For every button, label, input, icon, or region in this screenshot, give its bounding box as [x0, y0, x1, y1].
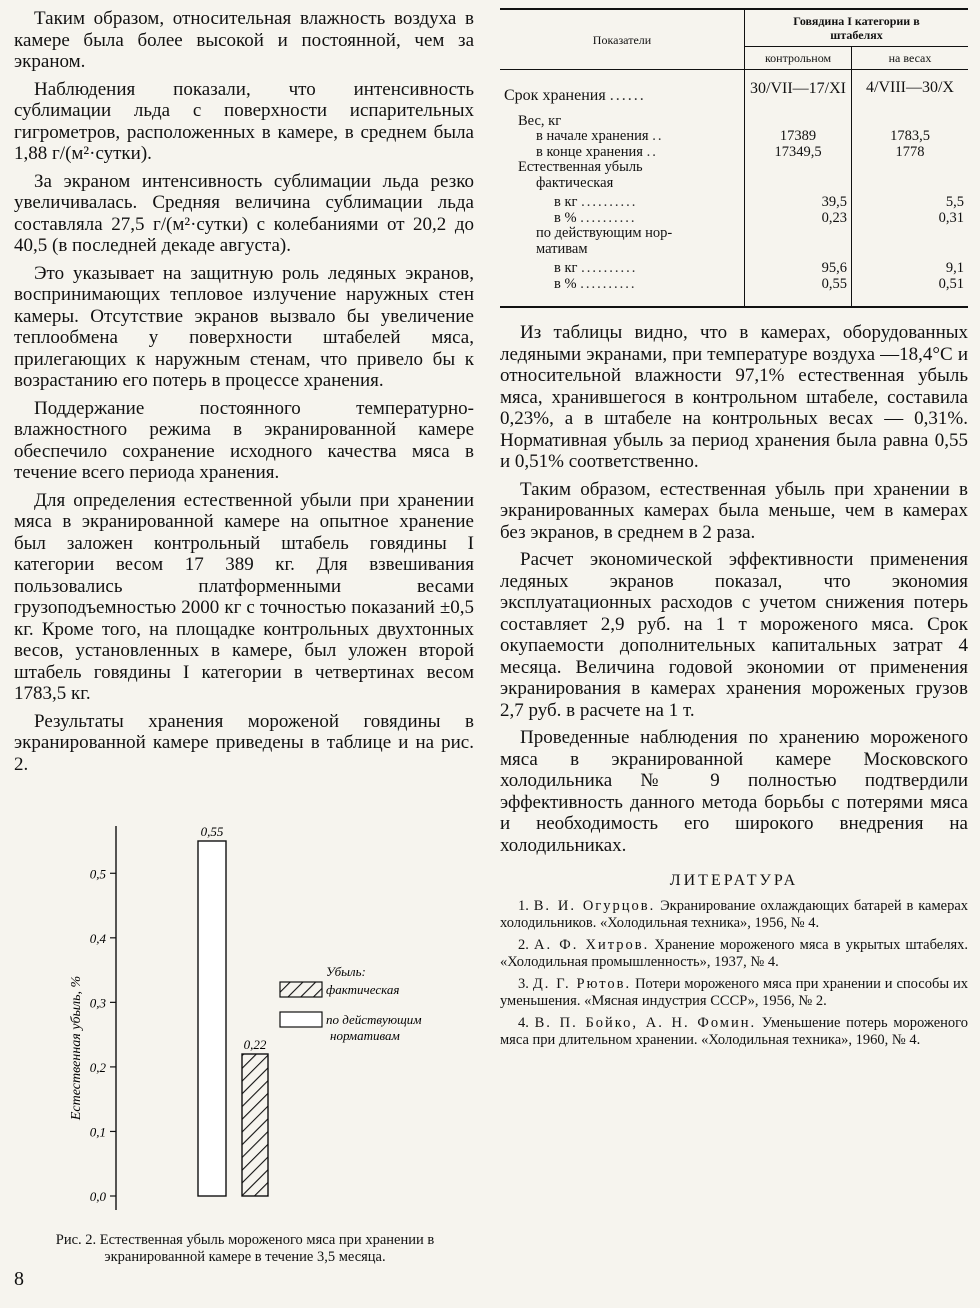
- ref-text: Хранение мороженого мяса в укрытых штабелях. «Холодильная промышленность», 1937, № 4.: [500, 937, 969, 970]
- ref-number: 3.: [518, 976, 529, 992]
- cell-scales: [852, 160, 969, 176]
- paragraph: Таким образом, относительная влажность воздуха в камере была более высокой и постоянной, чем за экраном.: [14, 8, 474, 72]
- row-label-text: в начале хранения: [536, 128, 649, 144]
- paragraph: Расчет экономической эффективности применения ледяных экранов показал, что экономия эксплуатационных расходов с учетом снижения потерь составляет 2,9 руб. на 1 т мороженого мяса. Срок окупаемости дополнительных капитальных затрат 4 месяца. Величина годовой экономии от применения экранирования в камерах хранения мороженых грузов 2,7 руб. в расчете на 1 т.: [500, 549, 968, 721]
- row-label-text: в кг: [554, 194, 578, 210]
- table-row: [500, 191, 968, 211]
- row-label-text: в конце хранения: [536, 143, 643, 160]
- cell-scales: [852, 176, 969, 192]
- cell-control: [745, 226, 852, 242]
- row-label: по действующим нор-: [536, 225, 673, 241]
- y-tick-label: 0,2: [89, 1059, 106, 1075]
- table-row: [500, 242, 968, 258]
- cell-scales: 1783,5: [852, 129, 969, 145]
- storage-table: [500, 8, 968, 308]
- cell-scales: 1778: [852, 145, 969, 161]
- paragraph: Это указывает на защитную роль ледяных экранов, воспринимающих тепловое излучение наружных стен камеры. Отсутствие экранов вызвало бы увеличение теплообмена у поверхности штабелей мяса, прилегающих к наружным стенам, что привело бы к возрастанию его потерь в процессе хранения.: [14, 262, 474, 391]
- header-indicators: Показатели: [500, 9, 745, 70]
- cell-control: [745, 104, 852, 130]
- row-label: в конце хранения ..: [536, 143, 658, 160]
- literature-heading: ЛИТЕРАТУРА: [669, 872, 799, 889]
- paragraph: Таким образом, естественная убыль при хранении в экранированных камерах была меньше, чем в камерах без экранов, в среднем в 2 раза.: [500, 478, 968, 543]
- cell-control: 0,23: [745, 211, 852, 227]
- y-tick-label: 0,5: [89, 866, 106, 882]
- row-label: фактическая: [536, 174, 614, 191]
- cell-control: [745, 160, 852, 176]
- paragraph: Результаты хранения мороженой говядины в экранированной камере приведены в таблице и на рис. 2.: [14, 710, 474, 775]
- ref-number: 2.: [518, 937, 529, 953]
- ref-text: Экранирование охлаждающих батарей в камерах холодильников. «Холодильная техника», 1956, № 4.: [500, 898, 969, 931]
- ref-author: В. П. Бойко, А. Н. Фомин.: [534, 1015, 757, 1031]
- ref-text: Потери мороженого мяса при хранении и способы их уменьшения. «Мясная индустрия СССР», 1956, № 2.: [500, 976, 969, 1009]
- table-row: [500, 145, 968, 161]
- y-tick-label: 0,0: [89, 1189, 106, 1204]
- row-label: в % ..........: [554, 275, 637, 292]
- row-label: мативам: [536, 240, 588, 257]
- paragraph: Наблюдения показали, что интенсивность сублимации льда с поверхности испарительных гигрометров, расположенных в камере, в среднем была 1,88 г/(м²·сутки).: [14, 78, 474, 164]
- ref-number: 4.: [518, 1015, 529, 1031]
- paragraph: Поддержание постоянного температурно-влажностного режима в экранированной камере обеспечило сохранение исходного качества мяса в течение всего периода хранения.: [14, 397, 474, 483]
- cell-scales: [852, 104, 969, 130]
- table-row: [500, 226, 968, 242]
- cell-control: [745, 70, 852, 104]
- y-tick-label: 0,4: [89, 930, 106, 946]
- table-row: [500, 176, 968, 192]
- spacer: [500, 308, 968, 322]
- bar-value-label: 0,55: [200, 824, 224, 839]
- legend-label-norm: [326, 1012, 425, 1043]
- table-row: [500, 211, 968, 227]
- table-row: [500, 70, 968, 104]
- cell-scales: [852, 242, 969, 258]
- bar-value-label: 0,22: [243, 1037, 267, 1052]
- cell-control: 39,5: [745, 191, 852, 211]
- cell-scales: 5,5: [852, 191, 969, 211]
- header-group: [745, 9, 969, 47]
- legend-label-norm-line: по действующим: [326, 1012, 422, 1027]
- figure-caption: Рис. 2. Естественная убыль мороженого мяса при хранении в экранированной камере в течение 3,5 месяца.: [55, 1232, 435, 1265]
- ref-text: Уменьшение потерь мороженого мяса при длительном хранении. «Холодильная техника», 1960, № 4.: [500, 1015, 968, 1048]
- paragraph: Из таблицы видно, что в камерах, оборудованных ледяными экранами, при температуре воздуха —18,4°С и относительной влажности 97,1% естественная убыль мяса, хранившегося в контрольном штабеле, составила 0,23%, а в штабеле на контрольных весах — 0,31%. Нормативная убыль за период хранения была равна 0,55 и 0,51% соответственно.: [500, 322, 968, 472]
- y-tick-label: 0,3: [89, 995, 106, 1011]
- bars: [198, 824, 268, 1196]
- cell-scales: 0,51: [852, 277, 969, 308]
- figure-2: [40, 786, 460, 1226]
- reference-item: [500, 976, 968, 1009]
- paragraph: Проведенные наблюдения по хранению мороженого мяса в экранированной камере Московского холодильника № 9 полностью подтвердили эффективность данного метода борьбы с потерями мяса и необходимость его широкого внедрения на холодильниках.: [500, 727, 968, 856]
- row-label-text: Срок хранения: [504, 87, 606, 104]
- ref-author: А. Ф. Хитров.: [534, 937, 650, 953]
- header-group-text: Говядина I категории в штабелях: [793, 14, 920, 42]
- row-label: в кг ..........: [554, 194, 638, 210]
- cell-scales: 0,31: [852, 211, 969, 227]
- row-label: Срок хранения ......: [504, 87, 646, 104]
- cell-scales: 4/VIII—30/X: [852, 70, 969, 104]
- table-row: [500, 104, 968, 130]
- row-label-text: в %: [554, 209, 577, 226]
- y-tick-label: 0,1: [89, 1124, 106, 1140]
- cell-control: [745, 176, 852, 192]
- cell-control: 95,6: [745, 257, 852, 277]
- bar: [198, 841, 226, 1196]
- table-row: [500, 160, 968, 176]
- row-label: в кг ..........: [554, 260, 638, 276]
- table-row: [500, 129, 968, 145]
- right-column: [500, 8, 968, 1054]
- reference-item: [500, 1015, 968, 1048]
- cell-control: 17389: [745, 129, 852, 145]
- legend-title: Убыль:: [326, 964, 366, 979]
- reference-item: [500, 937, 968, 970]
- paragraph: Для определения естественной убыли при хранении мяса в экранированной камере на опытное хранение был заложен контрольный штабель говядины I категории весом 17 389 кг. Для взвешивания пользовались платформенными весами грузоподъемностью 2000 кг с точностью показаний ±0,5 кг. Кроме того, на площадке контрольных двухтонных весов, установленных в камере, был уложен второй штабель говядины I категории в четвертинах весом 1783,5 кг.: [14, 489, 474, 704]
- legend: [280, 964, 425, 1043]
- legend-label-actual: фактическая: [326, 982, 400, 997]
- left-column: [14, 8, 474, 781]
- cell-control: [745, 242, 852, 258]
- reference-item: [500, 898, 968, 931]
- y-ticks: [90, 866, 116, 1204]
- ref-author: Д. Г. Рютов.: [532, 976, 632, 992]
- cell-control: 0,55: [745, 277, 852, 308]
- y-axis-label: Естественная убыль, %: [69, 975, 84, 1121]
- row-label-text: в кг: [554, 260, 578, 276]
- cell-scales: [852, 226, 969, 242]
- header-scales: на весах: [852, 47, 969, 70]
- cell-text: 30/VII—17/XI: [750, 80, 846, 97]
- bar: [242, 1054, 268, 1196]
- paragraph: За экраном интенсивность сублимации льда резко увеличивалась. Средняя величина сублимации льда составляла 27,5 г/(м²·сутки) с колебаниями от 20,2 до 40,5 (в последней декаде августа).: [14, 170, 474, 256]
- row-label: в начале хранения ..: [536, 128, 664, 144]
- row-label: в % ..........: [554, 209, 637, 226]
- row-label: Вес, кг: [518, 112, 562, 129]
- legend-label-norm-line: нормативам: [330, 1028, 400, 1043]
- header-control: контрольном: [745, 47, 852, 70]
- ref-author: В. И. Огурцов.: [533, 898, 656, 914]
- table-row: [500, 257, 968, 277]
- cell-control: 17349,5: [745, 145, 852, 161]
- bar-chart: [40, 786, 460, 1226]
- legend-swatch-empty: [280, 1012, 322, 1027]
- page-number: 8: [14, 1268, 24, 1290]
- ref-number: 1.: [518, 898, 529, 914]
- table-row: [500, 277, 968, 308]
- row-label: Естественная убыль: [518, 159, 643, 175]
- legend-swatch-hatched: [280, 982, 322, 997]
- cell-scales: 9,1: [852, 257, 969, 277]
- row-label-text: в %: [554, 275, 577, 292]
